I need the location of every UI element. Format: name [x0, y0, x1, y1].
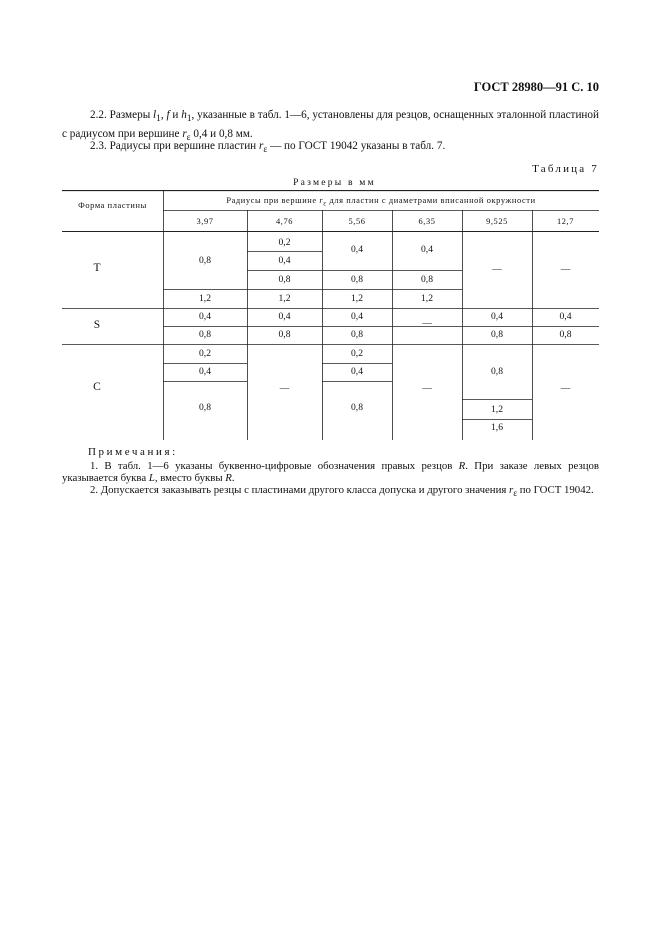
- C-9-525-value-2: 1,2: [491, 404, 503, 415]
- T-last-6-35: 1,2: [421, 293, 433, 304]
- C-3-97-value-2: 0,4: [199, 366, 211, 377]
- T-5-56-value-2: 0,8: [351, 274, 363, 285]
- diameter-6-35: 6,35: [418, 217, 436, 226]
- C-5-56-value-2: 0,4: [351, 366, 363, 377]
- diameter-4-76: 4,76: [275, 217, 294, 226]
- C-5-56-value-1: 0,2: [351, 348, 363, 359]
- C-4-76-dash: —: [279, 383, 290, 394]
- diameter-9-525: 9,525: [486, 217, 508, 226]
- S-r2-12-7: 0,8: [559, 329, 572, 340]
- T-9-525-dash: —: [492, 264, 502, 275]
- S-r2-3-97: 0,8: [199, 329, 211, 340]
- S-6-35-dash: —: [422, 318, 432, 329]
- header-radius: Радиусы при вершине $r_\varepsilon$ для пластин с диаметрами вписанной окружности: [226, 196, 536, 208]
- T-4-76-value-3: 0,8: [278, 274, 291, 285]
- note-2: 2. Допускается заказывать резцы с пластинами другого класса допуска и другого значения $r_\varepsilon$ по ГОСТ 19042.: [90, 484, 594, 499]
- T-4-76-value-2: 0,4: [278, 255, 291, 266]
- table-units: Размеры в мм: [293, 177, 376, 188]
- header-form: Форма пластины: [78, 201, 147, 210]
- radius-table: [62, 190, 599, 440]
- C-3-97-value-3: 0,8: [199, 402, 211, 413]
- paragraph-2-2: 2.2. Размеры $l_1$, f и $h_1$, указанные в табл. 1—6, установлены для резцов, оснащенных эталонной пластиной с радиусом при вершине $r_\varepsilon$ 0,4 и 0,8 мм.: [62, 109, 599, 143]
- C-12-7-dash: —: [560, 383, 571, 394]
- T-last-3-97: 1,2: [199, 293, 211, 304]
- note-1: 1. В табл. 1—6 указаны буквенно-цифровые обозначения правых резцов R. При заказе левых резцов указывается буква L, вместо буквы R.: [62, 460, 599, 485]
- T-5-56-value-1: 0,4: [351, 244, 363, 255]
- T-3-97-value: 0,8: [199, 255, 211, 266]
- S-r2-4-76: 0,8: [278, 329, 291, 340]
- S-r1-3-97: 0,4: [199, 311, 211, 322]
- C-9-525-value-3: 1,6: [491, 422, 503, 433]
- form-S: S: [93, 319, 101, 331]
- table-caption: Таблица 7: [532, 163, 599, 175]
- C-9-525-value-1: 0,8: [491, 366, 503, 377]
- S-r1-9-525: 0,4: [491, 311, 503, 322]
- diameter-3-97: 3,97: [196, 217, 214, 226]
- paragraph-2-3: 2.3. Радиусы при вершине пластин $r_\varepsilon$ — по ГОСТ 19042 указаны в табл. 7.: [90, 140, 446, 156]
- diameter-12-7: 12,7: [556, 217, 575, 226]
- C-5-56-value-3: 0,8: [351, 402, 363, 413]
- diameter-5-56: 5,56: [348, 217, 366, 226]
- S-r1-12-7: 0,4: [559, 311, 572, 322]
- form-C: C: [93, 381, 101, 393]
- T-6-35-value-1: 0,4: [421, 244, 433, 255]
- S-r2-5-56: 0,8: [351, 329, 363, 340]
- T-last-5-56: 1,2: [351, 293, 363, 304]
- notes-title: Примечания:: [88, 446, 178, 458]
- T-last-4-76: 1,2: [278, 293, 291, 304]
- S-r2-9-525: 0,8: [491, 329, 503, 340]
- S-r1-5-56: 0,4: [351, 311, 363, 322]
- T-12-7-dash: —: [560, 264, 571, 275]
- document-header: ГОСТ 28980—91 С. 10: [473, 80, 599, 94]
- S-r1-4-76: 0,4: [278, 311, 291, 322]
- C-3-97-value-1: 0,2: [199, 348, 211, 359]
- T-6-35-value-2: 0,8: [421, 274, 433, 285]
- T-4-76-value-1: 0,2: [278, 237, 291, 248]
- form-T: T: [93, 262, 101, 274]
- C-6-35-dash: —: [422, 383, 432, 394]
